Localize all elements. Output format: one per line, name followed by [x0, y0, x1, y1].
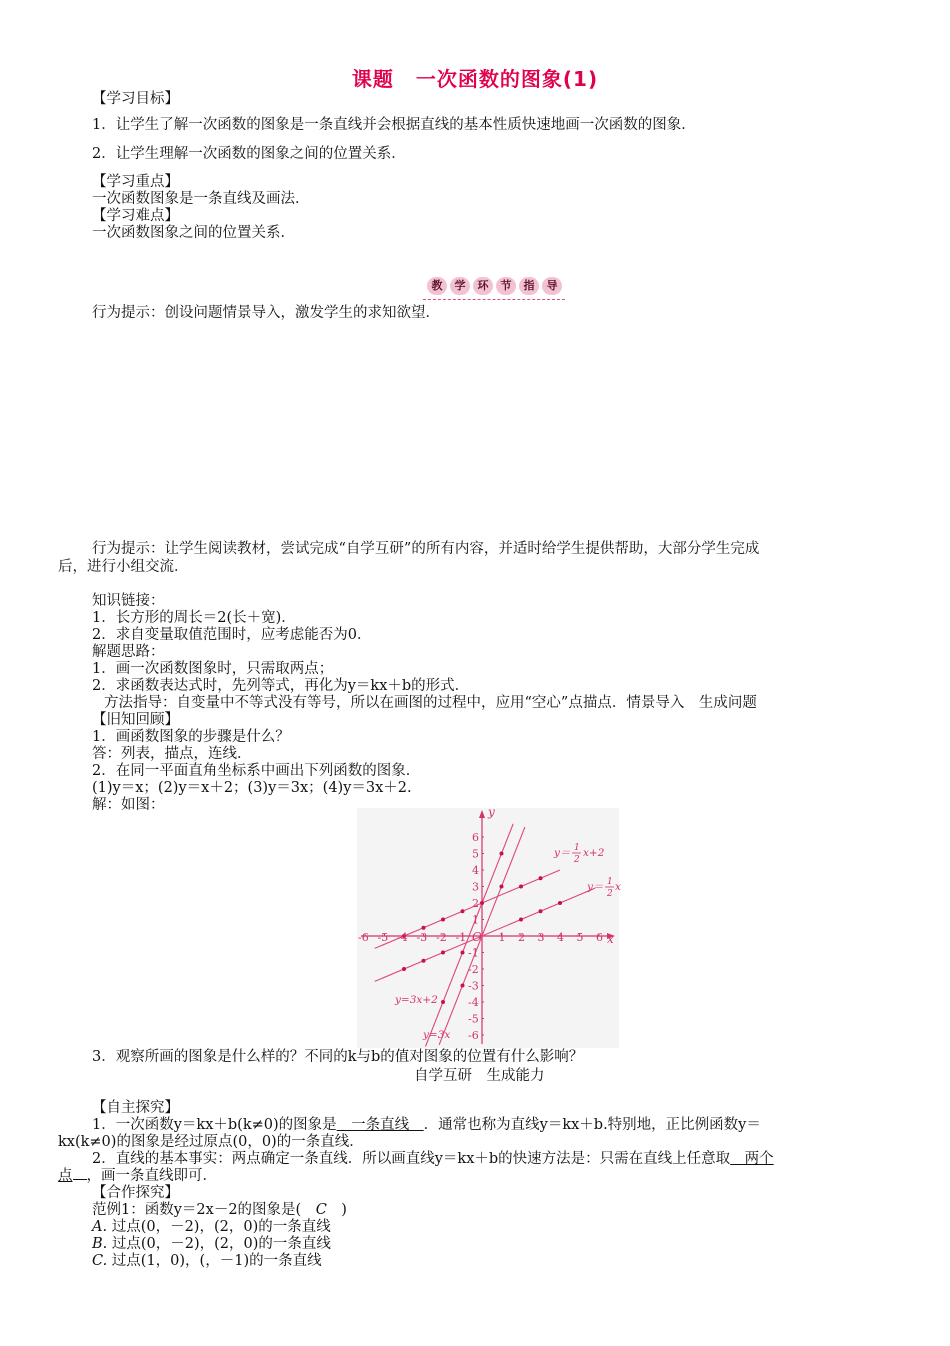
example-1-answer: C: [315, 1202, 327, 1218]
solution-1: 1．画一次函数图象时，只需取两点；: [92, 661, 334, 677]
explore-2-line-2: [58, 1167, 217, 1185]
option-a: [92, 1218, 331, 1236]
hint-2-line-1: 行为提示：让学生阅读教材，尝试完成“自学互研”的所有内容，并适时给学生提供帮助，大部分学生完成: [92, 541, 760, 557]
review-question-2: 2．在同一平面直角坐标系中画出下列函数的图象．: [92, 763, 421, 779]
teaching-guide-badge: [423, 277, 565, 300]
explore-2-text: 2．直线的基本事实：两点确定一条直线．所以画直线y＝kx＋b的快速方法是：只需在直线上任意取: [92, 1151, 731, 1167]
review-solution: 解：如图：: [92, 797, 165, 813]
goal-2: 2．让学生理解一次函数的图象之间的位置关系．: [92, 146, 406, 162]
y-tick-label: 4: [472, 864, 479, 877]
page-title: [0, 63, 950, 92]
graph-point: [402, 967, 406, 971]
example-1-close: ): [326, 1202, 347, 1218]
y-tick-label: 3: [472, 880, 479, 894]
label-half-x-prefix: y＝: [587, 881, 604, 893]
graph-point: [441, 1000, 445, 1004]
explore-1-text: 1．一次函数y＝kx＋b(k≠0)的图象是: [92, 1117, 337, 1133]
solution-2: 2．求函数表达式时，先列等式，再化为y＝kx＋b的形式．: [92, 678, 470, 694]
option-b: [92, 1235, 331, 1253]
y-tick-label: -3: [468, 979, 479, 993]
frac-numerator: 1: [607, 877, 613, 887]
difficulty-text: 一次函数图象之间的位置关系．: [92, 225, 295, 241]
explore-1-text-cont: ．通常也称为直线y＝kx＋b.特别地，正比例函数y＝: [423, 1117, 761, 1133]
example-1-text: 范例1：函数y＝2x－2的图象是(: [92, 1202, 316, 1218]
knowledge-heading: 知识链接：: [92, 593, 165, 609]
frac-denominator: 2: [607, 889, 613, 899]
coop-heading: 【合作探究】: [92, 1185, 179, 1201]
method-guide: 方法指导：自变量中不等式没有等号，所以在画图的过程中，应用“空心”点描点．情景导入 生成问题: [104, 695, 757, 711]
solution-heading: 解题思路：: [92, 644, 165, 660]
option-b-text: 过点(0，－2)，(2，0)的一条直线: [111, 1236, 331, 1252]
review-functions: (1)y＝x；(2)y＝x＋2；(3)y＝3x；(4)y＝3x＋2.: [92, 780, 412, 796]
option-b-letter: B.: [92, 1236, 108, 1252]
explore-2-answer-blank: 两个: [730, 1151, 774, 1167]
label-half-x-plus-2-prefix: y＝: [554, 847, 571, 859]
x-axis-label: x: [607, 932, 614, 946]
difficulty-heading: 【学习难点】: [92, 208, 179, 224]
badge-char: 指: [519, 277, 539, 295]
goals-heading: 【学习目标】: [92, 91, 179, 107]
badge-char: 节: [496, 277, 516, 295]
knowledge-1: 1．长方形的周长＝2(长＋宽)．: [92, 610, 296, 626]
explore-2-answer-blank-cont: 点: [58, 1168, 73, 1184]
x-tick-label: -6: [358, 931, 369, 944]
option-c: [92, 1252, 322, 1270]
x-tick-label: -1: [455, 931, 467, 944]
review-answer-1: 答：列表，描点，连线．: [92, 746, 252, 762]
option-a-text: 过点(0，－2)，(2，0)的一条直线: [111, 1219, 331, 1235]
graph-point: [461, 909, 465, 913]
badge-char: 导: [542, 277, 562, 295]
option-a-letter: A.: [92, 1219, 108, 1235]
x-tick-label: 1: [498, 931, 506, 944]
graph-point: [480, 901, 484, 905]
graph-point: [539, 909, 543, 913]
hint-2-line-2: 后，进行小组交流．: [58, 559, 189, 575]
graph-point: [461, 951, 465, 955]
x-tick-label: -3: [416, 931, 428, 944]
title-prefix: 课题: [351, 67, 394, 91]
y-tick-label: 1: [472, 913, 479, 927]
graph-point: [519, 885, 523, 889]
x-tick-label: -2: [436, 931, 447, 944]
explore-1-line-2: kx(k≠0)的图象是经过原点(0，0)的一条直线．: [58, 1134, 364, 1150]
origin-label: O: [472, 930, 482, 944]
y-tick-label: -4: [468, 996, 479, 1009]
graph-point: [519, 918, 523, 922]
y-tick-label: -6: [468, 1029, 479, 1042]
focus-text: 一次函数图象是一条直线及画法．: [92, 191, 310, 207]
hint-1: 行为提示：创设问题情景导入，激发学生的求知欲望．: [92, 305, 440, 321]
explore-heading: 【自主探究】: [92, 1100, 179, 1116]
y-axis-label: y: [488, 805, 495, 819]
section-label: 自学互研 生成能力: [414, 1068, 545, 1084]
graph-point: [441, 918, 445, 922]
x-tick-label: 5: [576, 931, 584, 944]
graph-point: [422, 959, 426, 963]
review-question-1: 1．画函数图象的步骤是什么？: [92, 729, 290, 745]
label-3x-plus-2: y=3x+2: [395, 994, 438, 1006]
label-half-x-plus-2-suffix: x+2: [583, 847, 605, 859]
goal-1: 1．让学生了解一次函数的图象是一条直线并会根据直线的基本性质快速地画一次函数的图象．: [92, 117, 696, 133]
graph-point: [500, 885, 504, 889]
knowledge-2: 2．求自变量取值范围时，应考虑能否为0．: [92, 627, 372, 643]
badge-char: 学: [450, 277, 470, 295]
frac-denominator: 2: [574, 855, 580, 865]
graph-point: [558, 901, 562, 905]
label-half-x-suffix: x: [615, 881, 621, 893]
y-tick-label: 5: [472, 847, 479, 861]
badge-char: 环: [473, 277, 493, 295]
option-c-text: 过点(1，0)，(，－1)的一条直线: [111, 1253, 322, 1269]
review-question-3: 3．观察所画的图象是什么样的？不同的k与b的值对图象的位置有什么影响？: [92, 1049, 584, 1065]
x-tick-label: -4: [397, 931, 408, 944]
label-3x: y=3x: [423, 1029, 451, 1041]
y-tick-label: -2: [468, 963, 479, 976]
focus-heading: 【学习重点】: [92, 174, 179, 190]
graph-point: [441, 951, 445, 955]
option-c-letter: C.: [92, 1253, 108, 1269]
graph-point: [461, 984, 465, 988]
x-tick-label: 4: [557, 931, 564, 944]
x-tick-label: -5: [377, 931, 389, 944]
function-graph: [357, 805, 621, 1048]
explore-2-text-cont: ，画一条直线即可．: [86, 1168, 217, 1184]
graph-point: [539, 876, 543, 880]
review-heading: 【旧知回顾】: [92, 712, 179, 728]
x-tick-label: 3: [537, 931, 545, 944]
graph-point: [500, 852, 504, 856]
x-tick-label: 2: [518, 931, 525, 944]
frac-numerator: 1: [574, 843, 580, 853]
explore-1: [92, 1116, 761, 1134]
y-tick-label: -1: [468, 946, 479, 960]
title-main: 一次函数的图象(1): [415, 67, 599, 91]
badge-char: 教: [427, 277, 447, 295]
graph-point: [422, 926, 426, 930]
explore-2: [92, 1150, 774, 1168]
example-1: [92, 1201, 347, 1219]
x-tick-label: 6: [596, 931, 603, 944]
y-tick-label: -5: [468, 1012, 479, 1026]
y-tick-label: 2: [472, 897, 479, 910]
explore-1-answer-blank: 一条直线: [336, 1117, 424, 1133]
y-tick-label: 6: [472, 831, 479, 844]
